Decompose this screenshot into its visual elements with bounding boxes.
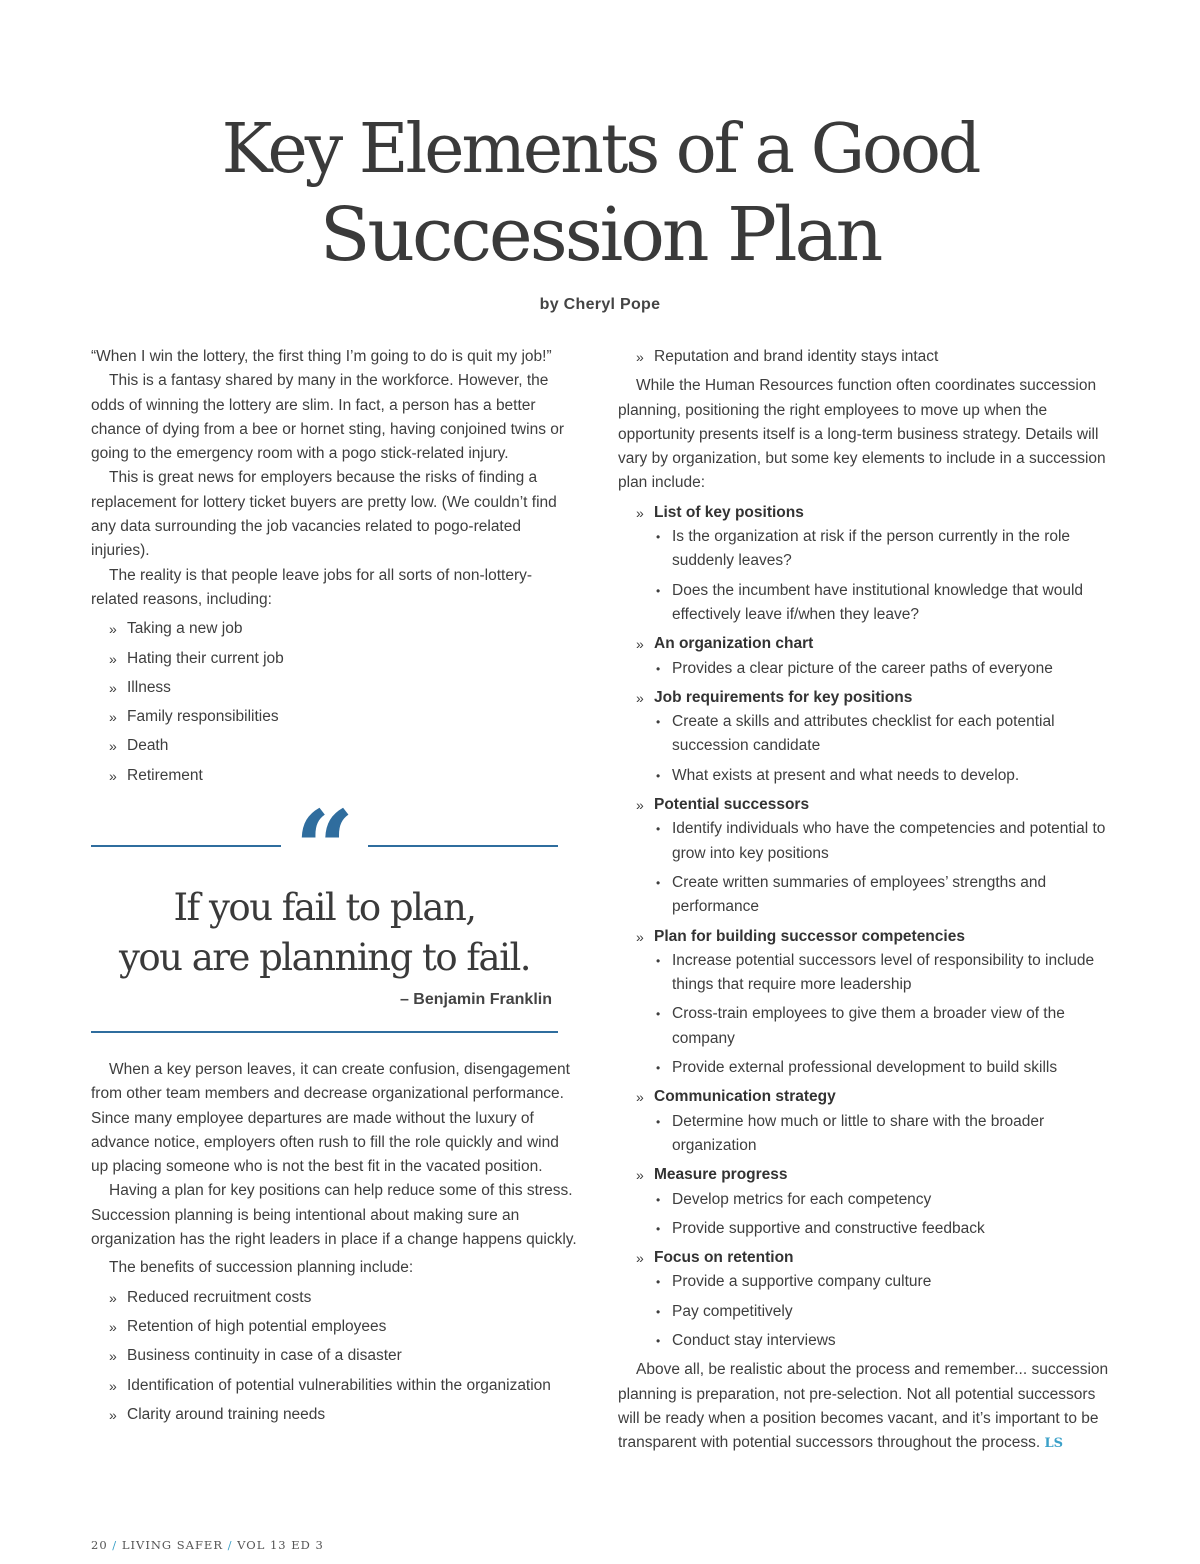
article-title-line1: Key Elements of a Good: [221, 110, 979, 189]
opening-quote-paragraph: “When I win the lottery, the first thing I’m going to do is quit my job!”: [91, 348, 552, 365]
sub-list: [654, 949, 1113, 1080]
quote-text: [91, 883, 558, 983]
reasons-list: [91, 617, 579, 788]
arrow-bullet-icon: »: [109, 767, 117, 784]
list-item: » Retention of high potential employees: [91, 1315, 579, 1339]
dot-bullet-icon: •: [656, 768, 661, 783]
sub-list: [654, 657, 1113, 681]
dot-bullet-icon: •: [656, 715, 661, 730]
sub-item: • Determine how much or little to share with the broader organization: [654, 1110, 1113, 1159]
arrow-bullet-icon: »: [636, 1089, 644, 1106]
list-item: » Hating their current job: [91, 647, 579, 671]
divider: [91, 1031, 558, 1033]
dot-bullet-icon: •: [656, 583, 661, 598]
sub-item: • Develop metrics for each competency: [654, 1188, 1113, 1212]
key-element-title: Plan for building successor competencies: [654, 927, 965, 945]
arrow-bullet-icon: »: [636, 797, 644, 814]
paragraph: This is great news for employers because the risks of finding a replacement for lottery ticket buyers are pretty low. (We couldn’t find any data surrounding the job vacancies related to pogo-related injuries).: [91, 469, 557, 560]
sub-list: [654, 817, 1113, 919]
sub-item: • Conduct stay interviews: [654, 1329, 1113, 1353]
dot-bullet-icon: •: [656, 1275, 661, 1290]
dot-bullet-icon: •: [656, 822, 661, 837]
key-element-title: Communication strategy: [654, 1088, 836, 1106]
key-elements-list: [618, 501, 1113, 1354]
article-title-line2: Succession Plan: [319, 192, 881, 278]
benefits-list: [91, 1286, 579, 1427]
arrow-bullet-icon: »: [636, 1250, 644, 1267]
paragraph: This is a fantasy shared by many in the workforce. However, the odds of winning the lottery are slim. In fact, a person has a better chance of dying from a bee or hornet sting, having conjoined twins or going to the emergency room with a pogo stick-related injury.: [91, 372, 565, 463]
key-element: [618, 686, 1113, 788]
arrow-bullet-icon: »: [109, 738, 117, 755]
sub-item: • Create a skills and attributes checklist for each potential succession candidate: [654, 710, 1113, 759]
benefits-list-continued: [618, 345, 1113, 369]
sub-item: • Is the organization at risk if the person currently in the role suddenly leaves?: [654, 525, 1113, 574]
dot-bullet-icon: •: [656, 1333, 661, 1348]
list-item: » Illness: [91, 676, 579, 700]
dot-bullet-icon: •: [656, 1007, 661, 1022]
sub-item: • Increase potential successors level of responsibility to include things that require more leadership: [654, 949, 1113, 998]
end-mark-icon: LS: [1044, 1436, 1064, 1452]
quote-author: – Benjamin Franklin: [399, 991, 552, 1008]
left-column-bottom: [91, 1058, 579, 1432]
sub-item: • Provide supportive and constructive feedback: [654, 1217, 1113, 1241]
byline: by Cheryl Pope: [539, 296, 661, 313]
sub-item: • Provide a supportive company culture: [654, 1270, 1113, 1294]
left-column-top: [91, 345, 579, 793]
list-item: » Family responsibilities: [91, 705, 579, 729]
dot-bullet-icon: •: [656, 530, 661, 545]
list-item: » Business continuity in case of a disaster: [91, 1344, 579, 1368]
sub-list: [654, 1188, 1113, 1242]
dot-bullet-icon: •: [656, 875, 661, 890]
list-item: » Death: [91, 734, 579, 758]
quotation-mark-icon: “: [294, 787, 355, 910]
key-element-title: List of key positions: [654, 503, 804, 521]
sub-item: • Create written summaries of employees’ strengths and performance: [654, 871, 1113, 920]
sub-item: • What exists at present and what needs to develop.: [654, 764, 1113, 788]
quote-line: If you fail to plan,: [173, 886, 476, 929]
issue-label: VOL 13 ED 3: [237, 1538, 324, 1552]
list-item: » Identification of potential vulnerabilities within the organization: [91, 1374, 579, 1398]
list-item: » Reputation and brand identity stays intact: [618, 345, 1113, 369]
sub-item: • Does the incumbent have institutional knowledge that would effectively leave if/when they leave?: [654, 579, 1113, 628]
key-element: [618, 1246, 1113, 1353]
arrow-bullet-icon: »: [109, 650, 117, 667]
sub-list: [654, 1110, 1113, 1159]
dot-bullet-icon: •: [656, 1221, 661, 1236]
arrow-bullet-icon: »: [636, 689, 644, 706]
sub-item: • Cross-train employees to give them a broader view of the company: [654, 1002, 1113, 1051]
page-number: 20: [91, 1538, 108, 1552]
key-element: [618, 925, 1113, 1081]
arrow-bullet-icon: »: [109, 621, 117, 638]
sub-list: [654, 525, 1113, 627]
quote-line: you are planning to fail.: [118, 936, 531, 979]
divider: [368, 845, 558, 847]
key-element-title: Measure progress: [654, 1166, 788, 1184]
arrow-bullet-icon: »: [109, 679, 117, 696]
publication-name: LIVING SAFER: [121, 1538, 223, 1552]
arrow-bullet-icon: »: [109, 1348, 117, 1365]
arrow-bullet-icon: »: [636, 504, 644, 521]
page-footer: [91, 1538, 324, 1552]
arrow-bullet-icon: »: [636, 636, 644, 653]
dot-bullet-icon: •: [656, 1192, 661, 1207]
pull-quote: [91, 787, 558, 1035]
closing-paragraph: Above all, be realistic about the process and remember... succession planning is preparation, not pre-selection. Not all potential successors will be ready when a position becomes vacant, and it’s important to be transparent with potential successors throughout the process. LS: [618, 1361, 1109, 1452]
dot-bullet-icon: •: [656, 1114, 661, 1129]
dot-bullet-icon: •: [656, 1304, 661, 1319]
sub-item: • Provides a clear picture of the career paths of everyone: [654, 657, 1113, 681]
list-item: » Reduced recruitment costs: [91, 1286, 579, 1310]
list-item: » Retirement: [91, 764, 579, 788]
arrow-bullet-icon: »: [109, 709, 117, 726]
key-element-title: An organization chart: [654, 635, 814, 653]
key-element-title: Job requirements for key positions: [654, 688, 913, 706]
paragraph: The reality is that people leave jobs for all sorts of non-lottery-related reasons, including:: [91, 566, 533, 608]
key-element: [618, 1085, 1113, 1158]
footer-separator: /: [112, 1538, 118, 1552]
key-element: [618, 501, 1113, 627]
arrow-bullet-icon: »: [109, 1289, 117, 1306]
sub-item: • Identify individuals who have the competencies and potential to grow into key positions: [654, 817, 1113, 866]
dot-bullet-icon: •: [656, 1061, 661, 1076]
key-element: [618, 632, 1113, 681]
arrow-bullet-icon: »: [109, 1406, 117, 1423]
key-element: [618, 793, 1113, 919]
sub-item: • Pay competitively: [654, 1300, 1113, 1324]
dot-bullet-icon: •: [656, 661, 661, 676]
key-element-title: Focus on retention: [654, 1249, 794, 1267]
paragraph: When a key person leaves, it can create confusion, disengagement from other team members and decrease organizational performance. Since many employee departures are made without the luxury of advance notice, employers often rush to fill the role quickly and wind up placing someone who is not the best fit in the vacated position.: [91, 1061, 570, 1176]
divider: [91, 845, 281, 847]
sub-item: • Provide external professional development to build skills: [654, 1056, 1113, 1080]
sub-list: [654, 1270, 1113, 1353]
dot-bullet-icon: •: [656, 953, 661, 968]
arrow-bullet-icon: »: [636, 349, 644, 365]
sub-list: [654, 710, 1113, 788]
footer-separator: /: [227, 1538, 233, 1552]
arrow-bullet-icon: »: [636, 928, 644, 945]
paragraph: The benefits of succession planning include:: [109, 1259, 414, 1277]
paragraph: Having a plan for key positions can help reduce some of this stress. Succession planning is being intentional about making sure an organization has the right leaders in place if a change happens quickly.: [91, 1182, 577, 1249]
key-element: [618, 1163, 1113, 1241]
arrow-bullet-icon: »: [109, 1377, 117, 1394]
arrow-bullet-icon: »: [636, 1167, 644, 1184]
paragraph: While the Human Resources function often coordinates succession planning, positioning the right employees to move up when the opportunity presents itself is a long-term business strategy. Details will vary by organization, but some key elements to include in a succession plan include:: [618, 377, 1106, 492]
key-element-title: Potential successors: [654, 796, 810, 814]
arrow-bullet-icon: »: [109, 1318, 117, 1335]
right-column: [618, 345, 1113, 1456]
list-item: » Taking a new job: [91, 617, 579, 641]
list-item: » Clarity around training needs: [91, 1403, 579, 1427]
